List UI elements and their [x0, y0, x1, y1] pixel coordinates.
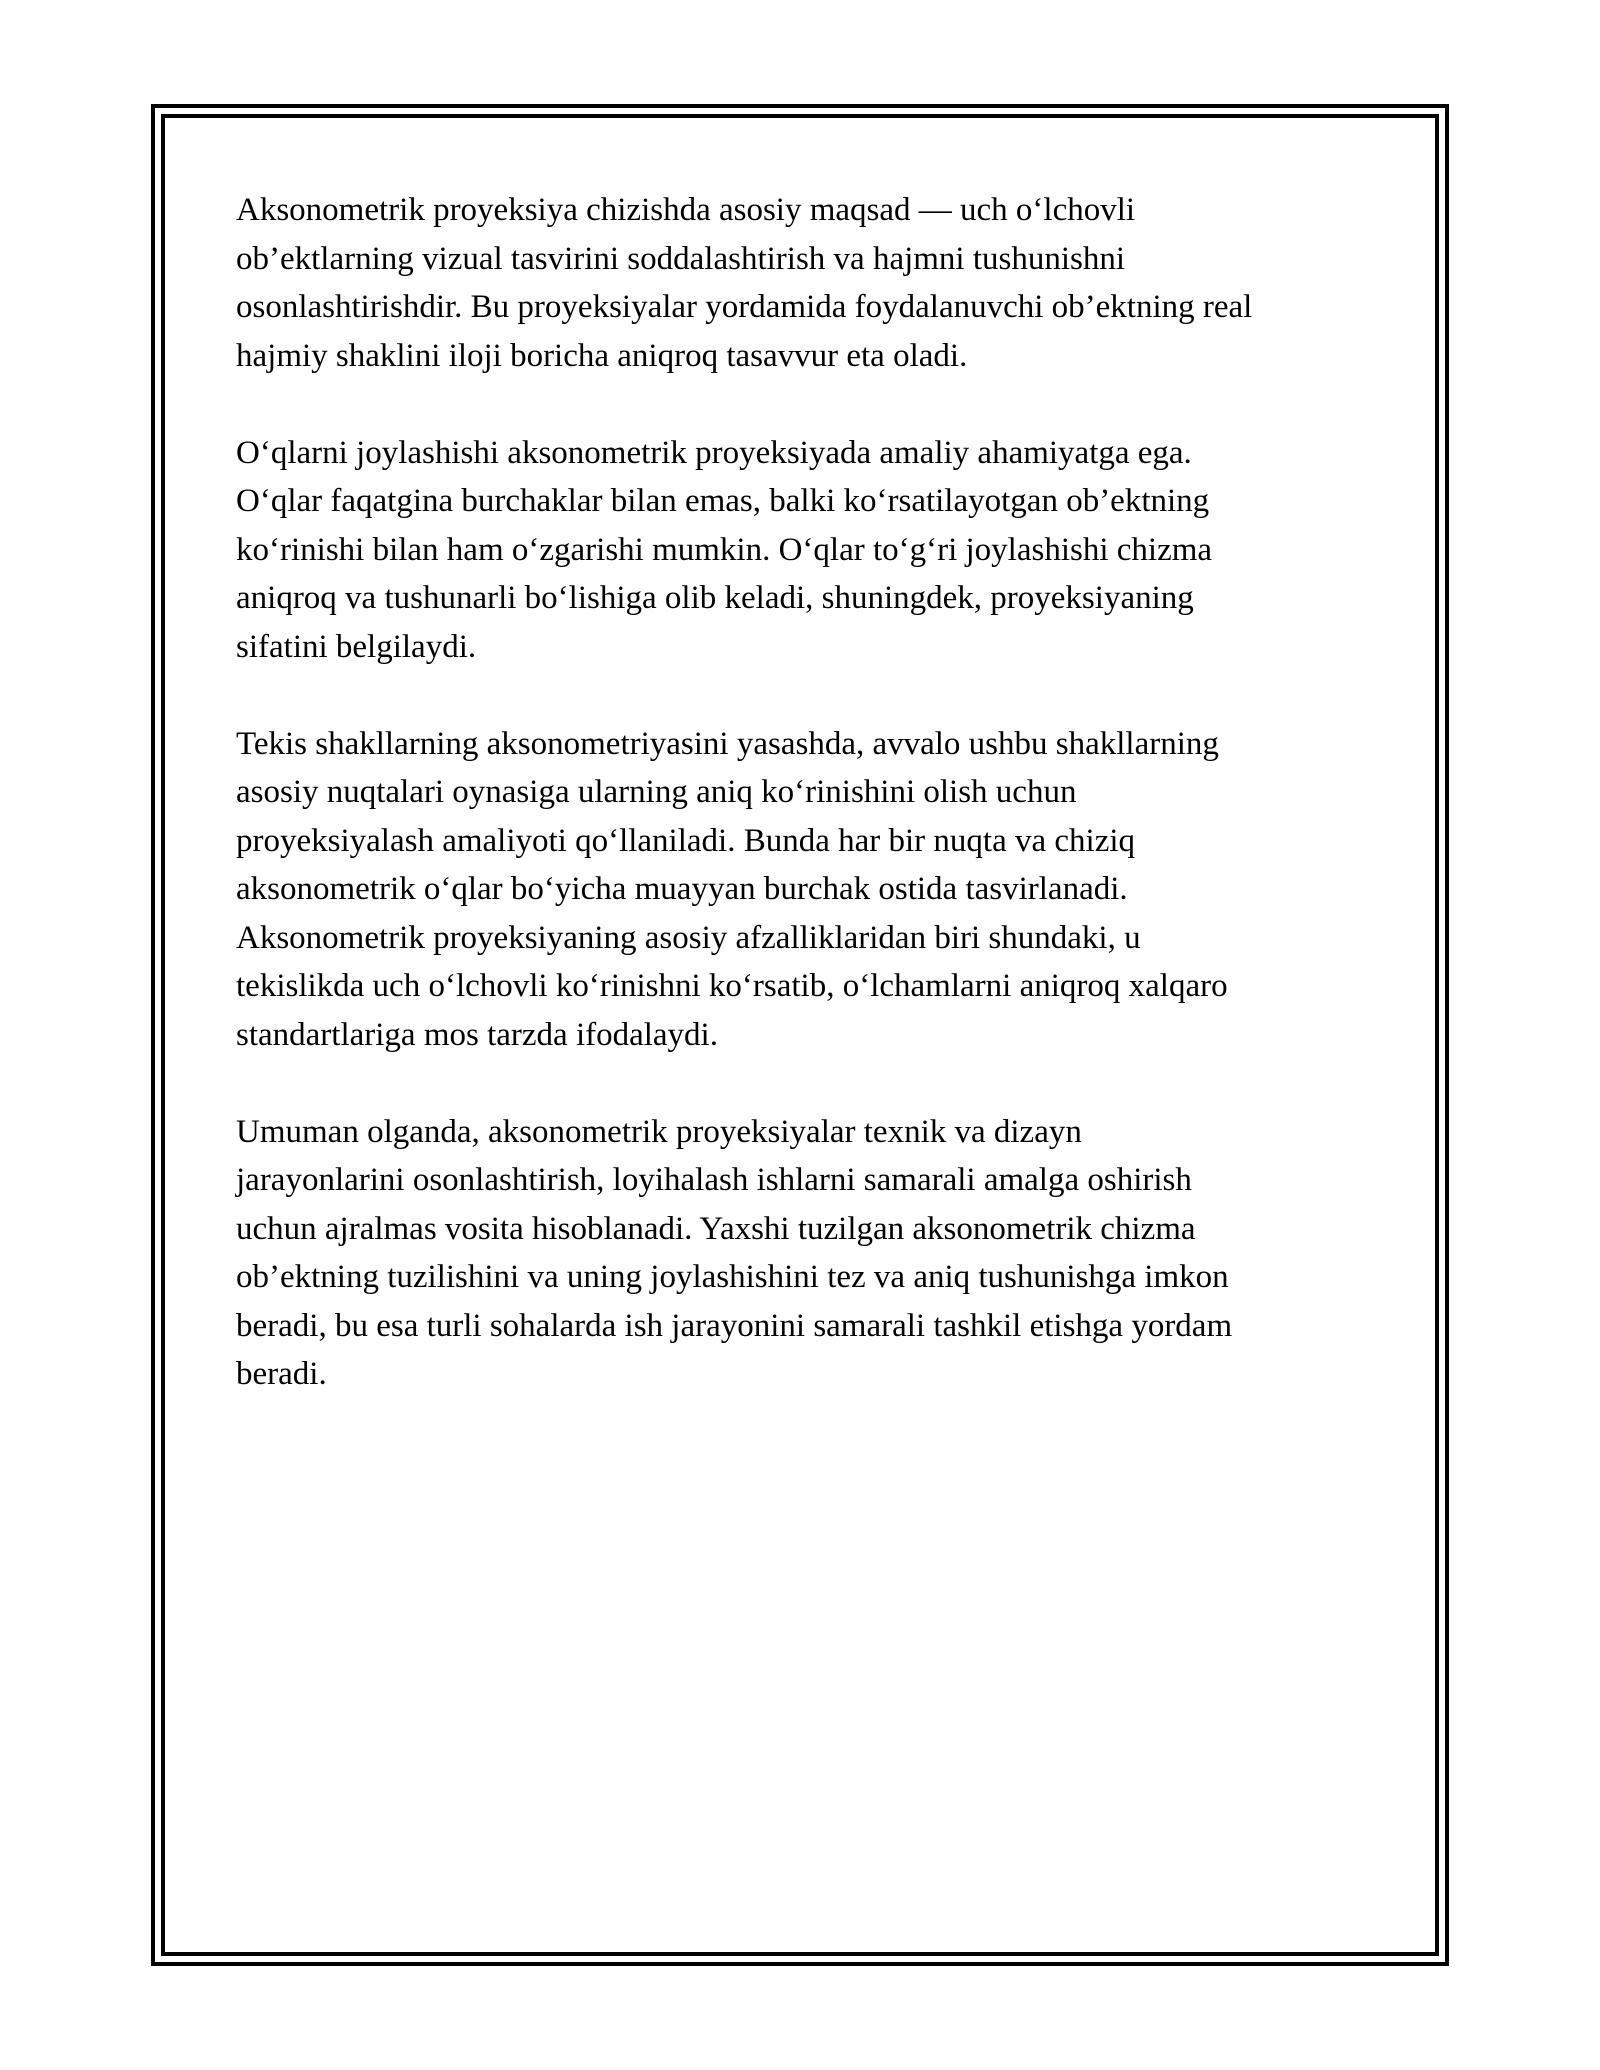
- paragraph-2: [236, 429, 1376, 672]
- text-line: ob’ektning tuzilishini va uning joylashishini tez va aniq tushunishga imkon: [236, 1259, 1229, 1295]
- text-line: ob’ektlarning vizual tasvirini soddalashtirish va hajmni tushunishni: [236, 240, 1126, 277]
- text-line: Umuman olganda, aksonometrik proyeksiyalar texnik va dizayn: [236, 1113, 1082, 1150]
- paragraph-1: [236, 186, 1376, 380]
- paragraph-3: [236, 720, 1376, 1060]
- text-line: osonlashtirishdir. Bu proyeksiyalar yordamida foydalanuvchi ob’ektning real: [236, 289, 1253, 325]
- text-line: tekislikda uch o‘lchovli ko‘rinishni ko‘rsatib, o‘lchamlarni aniqroq xalqaro: [236, 968, 1228, 1004]
- text-line: O‘qlar faqatgina burchaklar bilan emas, balki ko‘rsatilayotgan ob’ektning: [236, 483, 1210, 519]
- text-line: beradi.: [236, 1356, 327, 1392]
- text-line: hajmiy shaklini iloji boricha aniqroq tasavvur eta oladi.: [236, 337, 968, 374]
- text-line: Tekis shakllarning aksonometriyasini yasashda, avvalo ushbu shakllarning: [236, 725, 1219, 762]
- text-line: beradi, bu esa turli sohalarda ish jarayonini samarali tashkil etishga yordam: [236, 1307, 1233, 1344]
- text-line: asosiy nuqtalari oynasiga ularning aniq ko‘rinishini olish uchun: [236, 774, 1077, 810]
- text-line: standartlariga mos tarzda ifodalaydi.: [236, 1016, 718, 1053]
- text-line: Aksonometrik proyeksiyaning asosiy afzalliklaridan biri shundaki, u: [236, 919, 1141, 956]
- document-body: [236, 186, 1376, 1447]
- text-line: sifatini belgilaydi.: [236, 628, 477, 665]
- text-line: Aksonometrik proyeksiya chizishda asosiy maqsad — uch o‘lchovli: [236, 192, 1136, 228]
- text-line: aniqroq va tushunarli bo‘lishiga olib keladi, shuningdek, proyeksiyaning: [236, 580, 1194, 616]
- text-line: proyeksiyalash amaliyoti qo‘llaniladi. Bunda har bir nuqta va chiziq: [236, 822, 1136, 859]
- text-line: O‘qlarni joylashishi aksonometrik proyeksiyada amaliy ahamiyatga ega.: [236, 434, 1192, 471]
- text-line: ko‘rinishi bilan ham o‘zgarishi mumkin. O‘qlar to‘g‘ri joylashishi chizma: [236, 531, 1213, 568]
- text-line: aksonometrik o‘qlar bo‘yicha muayyan burchak ostida tasvirlanadi.: [236, 871, 1128, 907]
- text-line: uchun ajralmas vosita hisoblanadi. Yaxshi tuzilgan aksonometrik chizma: [236, 1210, 1196, 1247]
- text-line: jarayonlarini osonlashtirish, loyihalash ishlarni samarali amalga oshirish: [236, 1162, 1192, 1198]
- paragraph-4: [236, 1108, 1376, 1399]
